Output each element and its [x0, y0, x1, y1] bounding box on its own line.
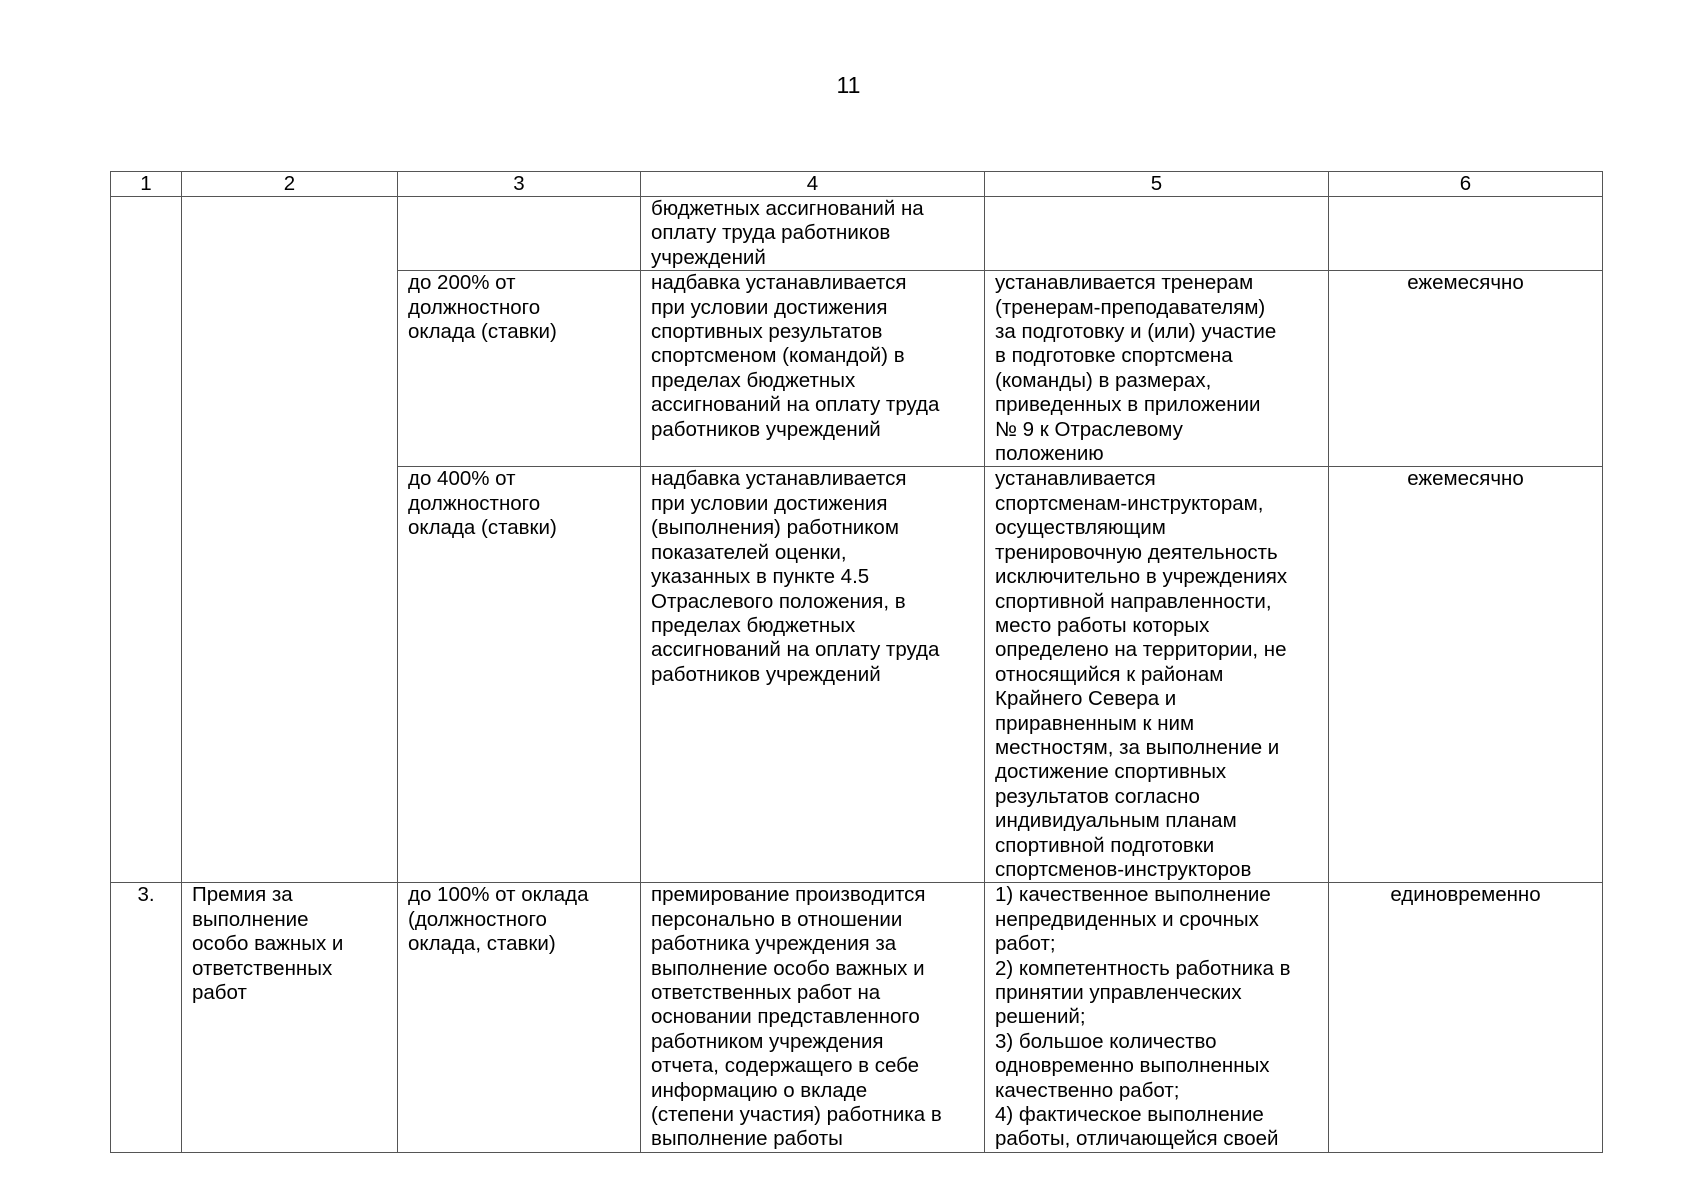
- conditions-cell: премирование производится персонально в отношении работника учреждения за выполнение особо важных и ответственных работ на основании представленного работником учреждения отчета, содержащего в себе информацию о вкладе (степени участия) работника в выполнение работы: [641, 883, 985, 1152]
- criteria-cell: устанавливается тренерам (тренерам-преподавателям) за подготовку и (или) участие в подготовке спортсмена (команды) в размерах, приведенных в приложении № 9 к Отраслевому положению: [985, 271, 1329, 467]
- row-number-cell: [111, 271, 182, 467]
- header-cell-6: 6: [1329, 172, 1603, 197]
- page-number: 11: [836, 72, 861, 98]
- conditions-cell: надбавка устанавливается при условии достижения (выполнения) работником показателей оценки, указанных в пункте 4.5 Отраслевого положения, в пределах бюджетных ассигнований на оплату труда работников учреждений: [641, 467, 985, 883]
- table-row: [111, 467, 1603, 883]
- table-row: [111, 197, 1603, 271]
- amount-cell: до 200% от должностного оклада (ставки): [398, 271, 641, 467]
- table-header-row: [111, 172, 1603, 197]
- criteria-cell: 1) качественное выполнение непредвиденных и срочных работ; 2) компетентность работника в принятии управленческих решений; 3) большое количество одновременно выполненных качественно работ; 4) фактическое выполнение работы, отличающейся своей: [985, 883, 1329, 1152]
- conditions-cell: надбавка устанавливается при условии достижения спортивных результатов спортсменом (командой) в пределах бюджетных ассигнований на оплату труда работников учреждений: [641, 271, 985, 467]
- criteria-cell: [985, 197, 1329, 271]
- payment-type-cell: [182, 197, 398, 271]
- header-cell-4: 4: [641, 172, 985, 197]
- frequency-cell: единовременно: [1329, 883, 1603, 1152]
- frequency-cell: ежемесячно: [1329, 271, 1603, 467]
- row-number-cell: [111, 467, 182, 883]
- payment-type-cell: Премия за выполнение особо важных и ответственных работ: [182, 883, 398, 1152]
- amount-cell: [398, 197, 641, 271]
- row-number-cell: 3.: [111, 883, 182, 1152]
- header-cell-5: 5: [985, 172, 1329, 197]
- payment-type-cell: [182, 271, 398, 467]
- payment-type-cell: [182, 467, 398, 883]
- frequency-cell: ежемесячно: [1329, 467, 1603, 883]
- amount-cell: до 100% от оклада (должностного оклада, ставки): [398, 883, 641, 1152]
- table-row: [111, 271, 1603, 467]
- header-cell-2: 2: [182, 172, 398, 197]
- criteria-cell: устанавливается спортсменам-инструкторам, осуществляющим тренировочную деятельность исключительно в учреждениях спортивной направленности, место работы которых определено на территории, не относящийся к районам Крайнего Севера и приравненным к ним местностям, за выполнение и достижение спортивных результатов согласно индивидуальным планам спортивной подготовки спортсменов-инструкторов: [985, 467, 1329, 883]
- table-row: [111, 883, 1603, 1152]
- header-cell-3: 3: [398, 172, 641, 197]
- frequency-cell: [1329, 197, 1603, 271]
- payment-table: [110, 171, 1603, 1153]
- amount-cell: до 400% от должностного оклада (ставки): [398, 467, 641, 883]
- header-cell-1: 1: [111, 172, 182, 197]
- row-number-cell: [111, 197, 182, 271]
- conditions-cell: бюджетных ассигнований на оплату труда работников учреждений: [641, 197, 985, 271]
